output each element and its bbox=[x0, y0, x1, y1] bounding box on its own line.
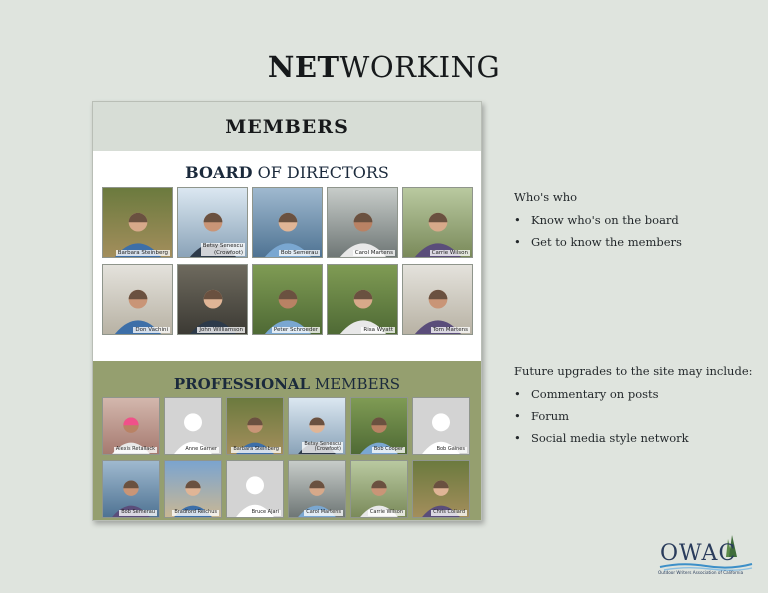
logo-subtitle: Outdoor Writers Association of California bbox=[658, 570, 744, 575]
member-tile[interactable] bbox=[252, 187, 323, 258]
member-tile[interactable] bbox=[102, 460, 160, 518]
professional-title-rest: MEMBERS bbox=[310, 375, 401, 393]
member-tile[interactable] bbox=[164, 460, 222, 518]
member-name: Carol Martens bbox=[306, 509, 341, 516]
members-card bbox=[92, 101, 482, 521]
member-tile[interactable] bbox=[350, 397, 408, 455]
member-tile[interactable] bbox=[402, 187, 473, 258]
person-icon bbox=[335, 199, 390, 257]
member-name: Barbara Steinberg bbox=[117, 249, 168, 256]
member-tile[interactable] bbox=[226, 460, 284, 518]
board-title bbox=[93, 163, 481, 182]
page-title-rest: WORKING bbox=[339, 50, 501, 84]
person-icon bbox=[260, 199, 315, 257]
list-item: • Forum bbox=[514, 409, 753, 423]
list-item: • Social media style network bbox=[514, 431, 753, 445]
owac-logo bbox=[658, 533, 754, 579]
board-title-bold: BOARD bbox=[185, 163, 253, 182]
member-tile[interactable] bbox=[327, 187, 398, 258]
member-tile[interactable] bbox=[412, 460, 470, 518]
member-tile[interactable] bbox=[412, 397, 470, 455]
board-title-rest: OF DIRECTORS bbox=[252, 163, 389, 182]
members-header: MEMBERS bbox=[93, 102, 481, 151]
member-name: Risa Wyatt bbox=[363, 326, 393, 333]
list-item: • Get to know the members bbox=[514, 235, 682, 249]
member-tile[interactable] bbox=[177, 187, 248, 258]
person-icon bbox=[110, 276, 165, 334]
member-name: Bradford Reichus bbox=[174, 509, 217, 516]
board-grid bbox=[102, 187, 474, 335]
member-tile[interactable] bbox=[288, 460, 346, 518]
professional-grid bbox=[102, 397, 474, 518]
member-tile[interactable] bbox=[350, 460, 408, 518]
future-upgrades-heading: Future upgrades to the site may include: bbox=[514, 364, 753, 378]
member-tile[interactable] bbox=[164, 397, 222, 455]
professional-title bbox=[93, 375, 481, 393]
list-item: • Know who's on the board bbox=[514, 213, 682, 227]
member-tile[interactable] bbox=[327, 264, 398, 335]
member-tile[interactable] bbox=[226, 397, 284, 455]
future-upgrades-section bbox=[514, 364, 753, 453]
logo-word: OWAC bbox=[660, 541, 737, 566]
member-name: John Williamson bbox=[199, 326, 243, 333]
whos-who-section bbox=[514, 190, 682, 257]
member-name: Peter Schroeder bbox=[273, 326, 318, 333]
whos-who-list bbox=[514, 213, 682, 249]
member-name: Betsy Senescu (Crowfoot) bbox=[202, 243, 243, 256]
person-icon bbox=[185, 276, 240, 334]
member-name: Betsy Senescu (Crowfoot) bbox=[304, 440, 341, 453]
member-name: Bruce Ajari bbox=[251, 509, 279, 516]
professional-section bbox=[93, 361, 481, 520]
member-tile[interactable] bbox=[288, 397, 346, 455]
member-tile[interactable] bbox=[102, 397, 160, 455]
member-tile[interactable] bbox=[177, 264, 248, 335]
member-tile[interactable] bbox=[252, 264, 323, 335]
member-name: Carrie Wilson bbox=[431, 249, 468, 256]
member-name: Carol Martens bbox=[354, 249, 393, 256]
person-icon bbox=[260, 276, 315, 334]
member-tile[interactable] bbox=[402, 264, 473, 335]
list-item: • Commentary on posts bbox=[514, 387, 753, 401]
professional-title-bold: PROFESSIONAL bbox=[173, 375, 311, 393]
member-name: Bob Cooper bbox=[373, 446, 403, 453]
page-title-bold: NET bbox=[267, 50, 340, 84]
whos-who-heading: Who's who bbox=[514, 190, 578, 204]
person-icon bbox=[110, 199, 165, 257]
member-name: Bob Semerau bbox=[280, 249, 318, 256]
person-icon bbox=[335, 276, 390, 334]
member-name: Bob Gaines bbox=[436, 446, 465, 453]
member-name: Alexis Retallack bbox=[115, 446, 155, 453]
member-tile[interactable] bbox=[102, 187, 173, 258]
member-tile[interactable] bbox=[102, 264, 173, 335]
person-icon bbox=[410, 276, 465, 334]
member-name: Chris Collard bbox=[433, 509, 465, 516]
member-name: Don Vachini bbox=[135, 326, 168, 333]
page-title bbox=[0, 50, 768, 84]
person-icon bbox=[410, 199, 465, 257]
future-upgrades-list bbox=[514, 387, 753, 445]
member-name: Anne Garner bbox=[185, 446, 217, 453]
member-name: Carrie Wilson bbox=[369, 509, 403, 516]
member-name: Barbara Steinberg bbox=[233, 446, 279, 453]
member-name: Tom Martens bbox=[432, 326, 468, 333]
member-name: Bob Semerau bbox=[121, 509, 155, 516]
